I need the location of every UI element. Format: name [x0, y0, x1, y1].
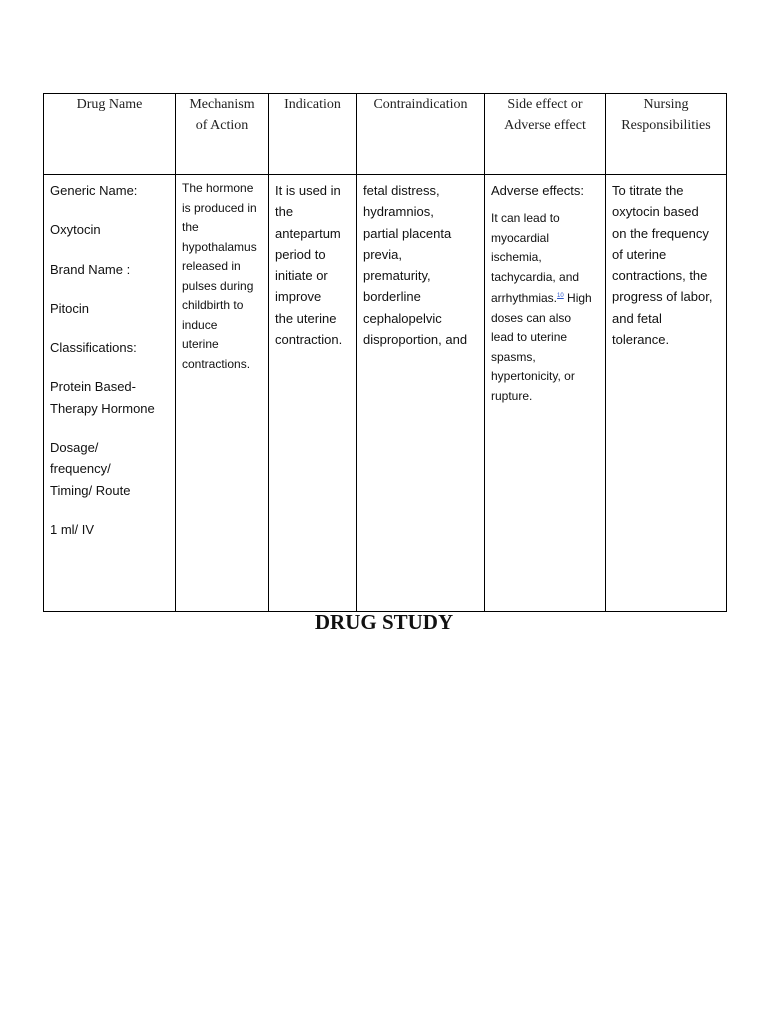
header-mechanism: Mechanism of Action — [176, 94, 269, 175]
classification-label: Classifications: — [50, 340, 137, 356]
indication-cell — [269, 175, 357, 612]
generic-name-value: Oxytocin — [50, 222, 101, 238]
side-effect-cell — [485, 175, 606, 612]
header-nursing: Nursing Responsibilities — [606, 94, 727, 175]
indication-text: It is used in the antepartum period to initiate or improve the uterine contraction. — [275, 183, 343, 348]
table-header-row — [44, 94, 727, 175]
brand-name-label: Brand Name : — [50, 261, 131, 277]
header-side-effect: Side effect or Adverse effect — [485, 94, 606, 175]
brand-name-value: Pitocin — [50, 300, 90, 316]
footnote-link[interactable]: 10 — [557, 293, 564, 300]
header-contraindication: Contraindication — [357, 94, 485, 175]
adverse-effects-text: It can lead to myocardial ischemia, tachycardia, and arrhythmias.$^{10}$ High doses can also lead to uterine spasms, hypertonicity, or rupture. — [491, 211, 592, 403]
dosage-value: 1 ml/ IV — [50, 521, 95, 537]
contraindication-text: fetal distress, hydramnios, partial placenta previa, prematurity, borderline cephalopelvic disproportion, and — [363, 183, 468, 348]
drug-study-table — [43, 93, 727, 612]
mechanism-cell — [176, 175, 269, 612]
table-row — [44, 175, 727, 612]
adverse-effects-title: Adverse effects: — [491, 183, 584, 198]
contraindication-cell — [357, 175, 485, 612]
header-drug-name: Drug Name — [44, 94, 176, 175]
classification-value: Protein Based- Therapy Hormone — [50, 379, 155, 416]
document-title: DRUG STUDY — [314, 610, 454, 634]
mechanism-text: The hormone is produced in the hypothalamus released in pulses during childbirth to induce uterine contractions. — [182, 181, 257, 371]
dosage-label: Dosage/ frequency/ Timing/ Route — [50, 440, 131, 498]
drug-name-cell — [44, 175, 176, 612]
header-indication: Indication — [269, 94, 357, 175]
generic-name-label: Generic Name: — [50, 183, 138, 198]
nursing-cell — [606, 175, 727, 612]
nursing-text: To titrate the oxytocin based on the frequency of uterine contractions, the progress of labor, and fetal tolerance. — [612, 183, 713, 348]
